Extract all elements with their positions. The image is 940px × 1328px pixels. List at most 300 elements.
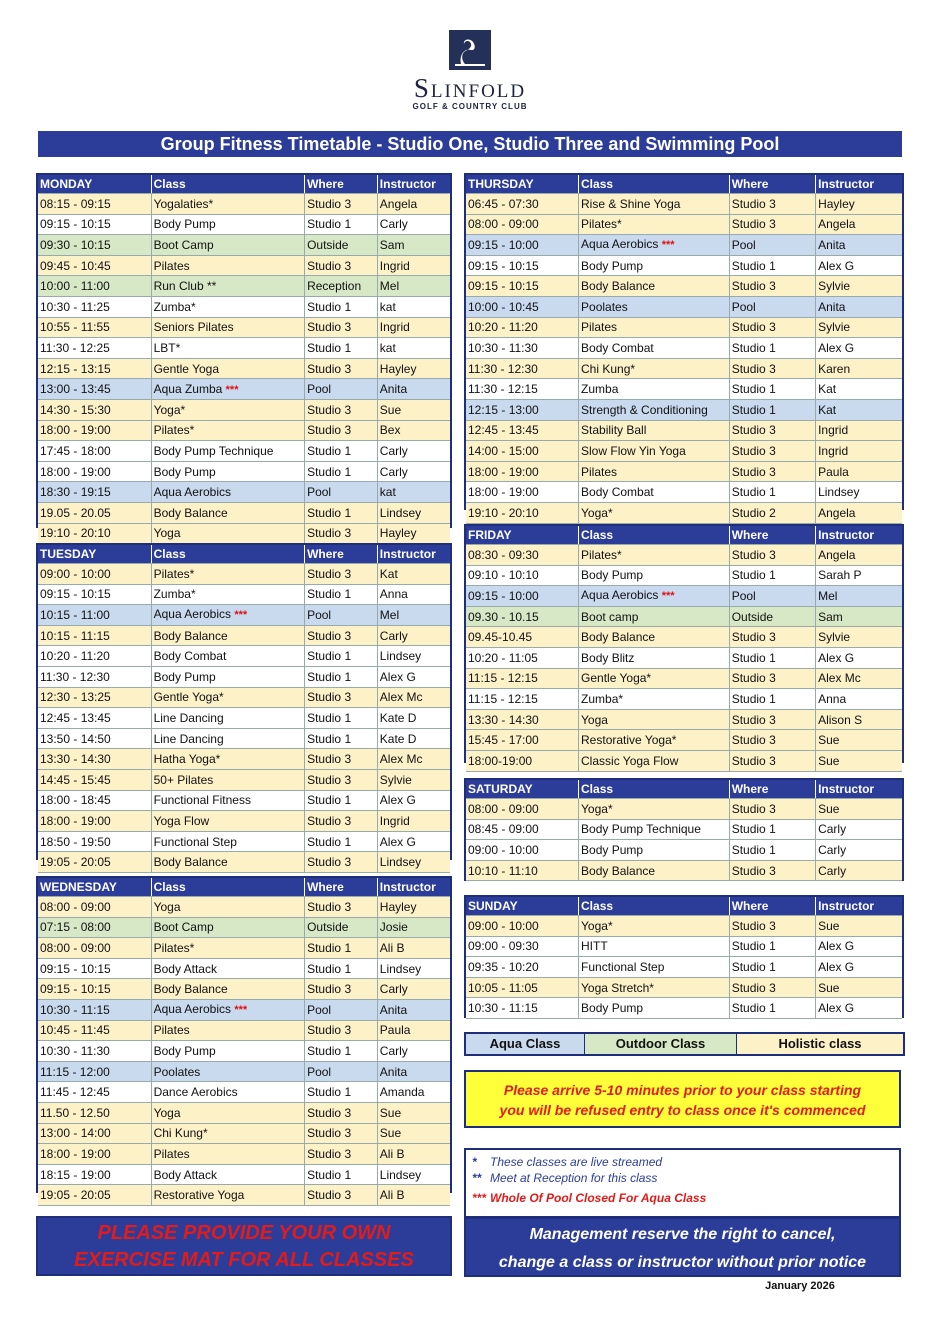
class-location: Studio 1	[729, 819, 815, 840]
class-row	[38, 749, 450, 770]
class-location: Studio 3	[305, 358, 378, 379]
class-time: 09:10 - 10:10	[466, 565, 579, 586]
class-name	[151, 255, 304, 276]
class-name-text: Dance Aerobics	[153, 1085, 238, 1100]
class-row	[466, 799, 902, 820]
class-name-text: Functional Step	[153, 834, 237, 849]
class-time: 10:20 - 11:20	[38, 646, 151, 667]
col-class: Class	[579, 526, 730, 545]
class-time: 09:15 - 10:15	[38, 958, 151, 979]
class-location: Studio 3	[305, 979, 378, 1000]
class-location: Studio 1	[729, 255, 815, 276]
class-instructor: Sylvie	[377, 769, 450, 790]
class-location: Studio 1	[305, 461, 378, 482]
class-location: Studio 3	[729, 750, 815, 771]
mgmt-line-1: Management reserve the right to cancel,	[529, 1226, 836, 1243]
class-name-text: Boot camp	[581, 609, 639, 624]
class-row	[466, 957, 902, 978]
class-location: Studio 1	[729, 957, 815, 978]
class-time: 11:45 - 12:45	[38, 1082, 151, 1103]
class-time: 10:45 - 11:45	[38, 1020, 151, 1041]
class-location: Studio 3	[729, 441, 815, 462]
class-time: 11:30 - 12:30	[38, 666, 151, 687]
class-name-text: Pilates*	[153, 566, 195, 581]
class-instructor: Sam	[816, 606, 902, 627]
class-row	[38, 255, 450, 276]
class-name	[151, 852, 304, 873]
class-row	[466, 860, 902, 881]
class-instructor: Sarah P	[816, 565, 902, 586]
club-logo	[380, 30, 560, 120]
class-time: 10:30 - 11:25	[38, 296, 151, 317]
class-instructor: Sue	[377, 399, 450, 420]
class-name-text: Chi Kung*	[581, 361, 636, 376]
class-name-text: Yoga*	[153, 402, 186, 417]
class-instructor: Ali B	[377, 1185, 450, 1206]
class-name	[151, 979, 304, 1000]
class-location: Studio 1	[729, 998, 815, 1019]
class-time: 06:45 - 07:30	[466, 194, 579, 215]
class-location: Studio 1	[729, 647, 815, 668]
brand-name: Slinfold	[413, 73, 527, 103]
class-time: 18:00 - 19:00	[38, 1144, 151, 1165]
class-name	[151, 399, 304, 420]
class-name-text: Aqua Aerobics	[153, 1002, 231, 1017]
class-location: Studio 1	[729, 338, 815, 359]
class-name	[579, 441, 730, 462]
class-row	[38, 605, 450, 626]
col-instructor: Instructor	[377, 878, 450, 897]
class-time: 13:00 - 13:45	[38, 379, 151, 400]
class-name	[579, 482, 730, 503]
class-name	[151, 379, 304, 400]
class-name-text: Body Pump	[153, 464, 216, 479]
class-location: Pool	[305, 482, 378, 503]
class-time: 19.05 - 20.05	[38, 502, 151, 523]
class-name	[579, 647, 730, 668]
class-instructor: Mel	[816, 586, 902, 607]
class-instructor: Alex Mc	[377, 749, 450, 770]
class-time: 11:30 - 12:15	[466, 379, 579, 400]
class-time: 11:15 - 12:00	[38, 1061, 151, 1082]
class-name-text: Gentle Yoga*	[581, 671, 652, 686]
class-row	[38, 399, 450, 420]
class-name-text: Seniors Pilates	[153, 320, 234, 335]
day-label: SATURDAY	[466, 780, 579, 799]
col-where: Where	[729, 780, 815, 799]
symbol-key	[464, 1148, 901, 1218]
class-location: Studio 2	[729, 502, 815, 523]
class-row	[38, 317, 450, 338]
class-name-text: Yoga*	[581, 918, 613, 933]
class-time: 08:00 - 09:00	[38, 938, 151, 959]
class-name-text: Body Balance	[153, 982, 228, 997]
class-location: Studio 3	[305, 897, 378, 918]
class-location: Studio 3	[729, 709, 815, 730]
class-row	[38, 1102, 450, 1123]
class-instructor: Carly	[816, 860, 902, 881]
class-location: Studio 3	[729, 317, 815, 338]
class-row	[466, 502, 902, 523]
day-label: SUNDAY	[466, 897, 579, 916]
mgmt-line-2: change a class or instructor without prior notice	[498, 1254, 867, 1271]
class-location: Pool	[305, 605, 378, 626]
class-time: 08:00 - 09:00	[38, 897, 151, 918]
class-name-text: Body Pump	[581, 568, 644, 583]
class-location: Pool	[729, 235, 815, 256]
class-row	[38, 687, 450, 708]
col-instructor: Instructor	[377, 545, 450, 564]
class-name-text: Body Attack	[153, 961, 217, 976]
class-name-text: Rise & Shine Yoga	[581, 196, 681, 211]
class-row	[466, 338, 902, 359]
col-where: Where	[305, 175, 378, 194]
class-location: Pool	[305, 999, 378, 1020]
schedule-header-row	[38, 545, 450, 564]
thursday-schedule	[464, 173, 904, 520]
class-location: Studio 3	[305, 769, 378, 790]
class-time: 18:50 - 19:50	[38, 831, 151, 852]
class-name-text: Gentle Yoga	[153, 361, 219, 376]
class-name-text: Body Pump	[581, 1001, 644, 1016]
class-name-text: Body Pump	[153, 669, 216, 684]
class-name-text: Body Pump Technique	[153, 443, 274, 458]
class-row	[466, 647, 902, 668]
class-location: Studio 1	[305, 1082, 378, 1103]
class-instructor: Alex Mc	[377, 687, 450, 708]
class-location: Studio 3	[305, 399, 378, 420]
col-instructor: Instructor	[377, 175, 450, 194]
class-name-text: Poolates	[581, 299, 628, 314]
class-name	[579, 957, 730, 978]
schedule-header-row	[38, 175, 450, 194]
class-location: Studio 3	[305, 1020, 378, 1041]
class-row	[466, 379, 902, 400]
class-name-text: Zumba	[581, 382, 619, 397]
exercise-mat-notice	[36, 1216, 452, 1276]
class-time: 11:30 - 12:30	[466, 358, 579, 379]
class-name-text: Yoga	[153, 1105, 181, 1120]
class-name	[151, 938, 304, 959]
class-name-text: Aqua Aerobics	[153, 607, 231, 622]
class-row	[466, 750, 902, 771]
class-name-text: Body Balance	[153, 505, 228, 520]
class-time: 09:00 - 10:00	[38, 564, 151, 585]
pool-closed-stars-icon: ***	[225, 383, 239, 396]
class-instructor: Kate D	[377, 728, 450, 749]
class-instructor: Josie	[377, 917, 450, 938]
class-time: 11.50 - 12.50	[38, 1102, 151, 1123]
legend-outdoor: Outdoor Class	[584, 1034, 736, 1054]
class-instructor: Anita	[377, 999, 450, 1020]
class-instructor: Bex	[377, 420, 450, 441]
class-name-text: Line Dancing	[153, 731, 224, 746]
class-time: 10:00 - 11:00	[38, 276, 151, 297]
class-time: 13:30 - 14:30	[466, 709, 579, 730]
class-location: Studio 1	[305, 646, 378, 667]
class-location: Studio 3	[305, 1185, 378, 1206]
class-location: Pool	[729, 296, 815, 317]
class-name-text: Stability Ball	[581, 423, 647, 438]
class-time: 18:15 - 19:00	[38, 1164, 151, 1185]
arrival-notice	[464, 1070, 901, 1128]
class-instructor: Hayley	[377, 358, 450, 379]
class-row	[38, 420, 450, 441]
class-name-text: Body Balance	[153, 855, 228, 870]
class-location: Studio 1	[729, 482, 815, 503]
key-symbol-double-star-icon: **	[472, 1171, 482, 1185]
class-name-text: Aqua Zumba	[153, 381, 223, 396]
class-time: 18:00 - 18:45	[38, 790, 151, 811]
class-location: Studio 3	[729, 461, 815, 482]
schedule-header-row	[466, 526, 902, 545]
class-row	[38, 194, 450, 215]
class-instructor: Kate D	[377, 708, 450, 729]
class-row	[38, 214, 450, 235]
class-name-text: Restorative Yoga	[153, 1188, 245, 1203]
class-name	[151, 999, 304, 1020]
class-time: 18:00 - 19:00	[38, 461, 151, 482]
class-row	[466, 296, 902, 317]
class-instructor: Angela	[816, 502, 902, 523]
tuesday-schedule	[36, 543, 452, 870]
class-instructor: Lindsey	[377, 1164, 450, 1185]
page-title: Group Fitness Timetable - Studio One, Studio Three and Swimming Pool	[38, 131, 902, 157]
class-name-text: Yoga*	[581, 801, 613, 816]
key-symbol-star-icon: *	[472, 1155, 477, 1169]
class-time: 13:00 - 14:00	[38, 1123, 151, 1144]
class-name	[579, 840, 730, 861]
class-row	[38, 358, 450, 379]
class-name	[151, 811, 304, 832]
class-row	[466, 977, 902, 998]
class-location: Studio 1	[305, 296, 378, 317]
class-name	[151, 1041, 304, 1062]
class-name-text: Functional Fitness	[153, 793, 251, 808]
class-time: 09.45-10.45	[466, 627, 579, 648]
class-location: Studio 3	[729, 545, 815, 566]
class-instructor: Carly	[377, 214, 450, 235]
class-row	[466, 317, 902, 338]
class-name	[151, 666, 304, 687]
class-location: Studio 3	[305, 194, 378, 215]
col-instructor: Instructor	[816, 780, 902, 799]
class-location: Studio 1	[305, 790, 378, 811]
key-pool: *** Whole Of Pool Closed For Aqua Class	[472, 1186, 893, 1210]
class-name	[151, 1144, 304, 1165]
timetable-date: January 2026	[765, 1280, 835, 1292]
class-name-text: Aqua Aerobics	[581, 237, 659, 252]
class-location: Pool	[729, 586, 815, 607]
col-class: Class	[579, 780, 730, 799]
class-name	[579, 276, 730, 297]
class-instructor: Sue	[377, 1123, 450, 1144]
class-row	[38, 1185, 450, 1206]
class-instructor: Ingrid	[377, 255, 450, 276]
class-row	[466, 194, 902, 215]
class-time: 09:00 - 10:00	[466, 916, 579, 937]
class-row	[466, 840, 902, 861]
col-class: Class	[151, 175, 304, 194]
class-row	[38, 584, 450, 605]
class-time: 09:15 - 10:15	[466, 276, 579, 297]
arrival-line-1: Please arrive 5-10 minutes prior to your class starting	[503, 1082, 862, 1098]
class-instructor: Anna	[816, 689, 902, 710]
class-row	[466, 441, 902, 462]
class-time: 09:00 - 09:30	[466, 936, 579, 957]
class-location: Studio 1	[305, 584, 378, 605]
class-row	[38, 646, 450, 667]
class-name	[151, 1082, 304, 1103]
class-time: 09.30 - 10.15	[466, 606, 579, 627]
class-name	[151, 1164, 304, 1185]
class-name	[151, 769, 304, 790]
class-time: 10:20 - 11:20	[466, 317, 579, 338]
class-row	[38, 296, 450, 317]
class-name	[579, 998, 730, 1019]
class-time: 18:00 - 19:00	[466, 482, 579, 503]
class-row	[38, 1082, 450, 1103]
class-time: 12:45 - 13:45	[38, 708, 151, 729]
class-name	[151, 441, 304, 462]
class-location: Studio 1	[729, 689, 815, 710]
class-instructor: Alex G	[816, 936, 902, 957]
class-instructor: Hayley	[377, 897, 450, 918]
class-instructor: Alex G	[816, 957, 902, 978]
legend-aqua: Aqua Class	[466, 1034, 584, 1054]
class-instructor: Carly	[816, 840, 902, 861]
class-name-text: Yoga*	[581, 505, 613, 520]
class-name-text: LBT*	[153, 340, 181, 355]
class-name	[151, 1061, 304, 1082]
class-name	[579, 916, 730, 937]
class-name-text: Pilates	[153, 1146, 190, 1161]
class-location: Studio 3	[305, 687, 378, 708]
class-name	[151, 1102, 304, 1123]
col-where: Where	[305, 545, 378, 564]
class-row	[38, 1041, 450, 1062]
key-reception: ** Meet at Reception for this class	[472, 1171, 658, 1185]
class-time: 14:30 - 15:30	[38, 399, 151, 420]
class-name-text: Body Balance	[581, 630, 656, 645]
class-row	[38, 461, 450, 482]
class-name	[579, 296, 730, 317]
col-where: Where	[729, 897, 815, 916]
class-location: Studio 3	[729, 977, 815, 998]
class-location: Studio 1	[305, 214, 378, 235]
class-location: Studio 1	[305, 831, 378, 852]
class-name	[151, 790, 304, 811]
class-time: 10:55 - 11:55	[38, 317, 151, 338]
class-name	[579, 977, 730, 998]
schedule-header-row	[466, 780, 902, 799]
class-time: 08:30 - 09:30	[466, 545, 579, 566]
class-row	[466, 606, 902, 627]
class-time: 08:00 - 09:00	[466, 214, 579, 235]
class-location: Outside	[729, 606, 815, 627]
class-name-text: Aqua Aerobics	[581, 588, 659, 603]
class-row	[38, 852, 450, 873]
class-location: Studio 1	[729, 936, 815, 957]
schedule-header-row	[466, 897, 902, 916]
class-instructor: Carly	[377, 441, 450, 462]
class-name	[579, 255, 730, 276]
brand-subtitle: GOLF & COUNTRY CLUB	[412, 102, 528, 111]
class-row	[38, 1164, 450, 1185]
class-row	[466, 235, 902, 256]
class-name	[151, 338, 304, 359]
col-instructor: Instructor	[816, 175, 902, 194]
class-name	[151, 482, 304, 503]
class-location: Studio 3	[305, 564, 378, 585]
class-name-text: Body Pump	[153, 217, 216, 232]
class-name-text: Chi Kung*	[153, 1126, 208, 1141]
arrival-line-2: you will be refused entry to class once it's commenced	[499, 1102, 866, 1118]
day-label: TUESDAY	[38, 545, 151, 564]
class-location: Studio 1	[305, 441, 378, 462]
class-location: Studio 1	[305, 958, 378, 979]
class-name-text: Zumba*	[153, 299, 196, 314]
class-time: 18:00 - 19:00	[38, 811, 151, 832]
class-name-text: Line Dancing	[153, 710, 224, 725]
class-instructor: Anita	[377, 379, 450, 400]
day-label: FRIDAY	[466, 526, 579, 545]
mat-line-1: PLEASE PROVIDE YOUR OWN	[97, 1222, 391, 1244]
class-time: 19:05 - 20:05	[38, 1185, 151, 1206]
class-name-text: Yogalaties*	[153, 196, 214, 211]
class-instructor: Sue	[816, 730, 902, 751]
wednesday-schedule	[36, 876, 452, 1203]
monday-schedule	[36, 173, 452, 541]
class-location: Studio 3	[305, 523, 378, 544]
col-class: Class	[151, 878, 304, 897]
class-name-text: Restorative Yoga*	[581, 733, 677, 748]
class-time: 19:05 - 20:05	[38, 852, 151, 873]
class-location: Outside	[305, 917, 378, 938]
class-time: 10:30 - 11:30	[466, 338, 579, 359]
class-time: 09:15 - 10:15	[38, 979, 151, 1000]
class-row	[38, 564, 450, 585]
class-name-text: Pilates*	[153, 940, 195, 955]
class-time: 09:15 - 10:15	[38, 214, 151, 235]
class-name	[579, 502, 730, 523]
class-location: Studio 3	[729, 730, 815, 751]
class-instructor: Anita	[816, 296, 902, 317]
class-name	[579, 860, 730, 881]
class-location: Studio 1	[729, 379, 815, 400]
class-name-text: 50+ Pilates	[153, 772, 214, 787]
class-location: Studio 1	[305, 666, 378, 687]
class-instructor: Alex G	[377, 790, 450, 811]
class-name	[579, 799, 730, 820]
class-row	[466, 627, 902, 648]
sunday-schedule	[464, 895, 904, 1018]
class-name-text: Boot Camp	[153, 920, 214, 935]
class-location: Pool	[305, 1061, 378, 1082]
class-name	[151, 1123, 304, 1144]
class-name-text: Boot Camp	[153, 237, 214, 252]
colour-legend	[464, 1032, 905, 1056]
class-time: 09:45 - 10:45	[38, 255, 151, 276]
class-name-text: Zumba*	[581, 691, 624, 706]
class-row	[466, 399, 902, 420]
day-label: THURSDAY	[466, 175, 579, 194]
class-location: Studio 3	[305, 1123, 378, 1144]
class-name-text: Body Balance	[581, 863, 656, 878]
class-location: Studio 3	[729, 194, 815, 215]
class-instructor: Angela	[816, 545, 902, 566]
class-name	[579, 689, 730, 710]
